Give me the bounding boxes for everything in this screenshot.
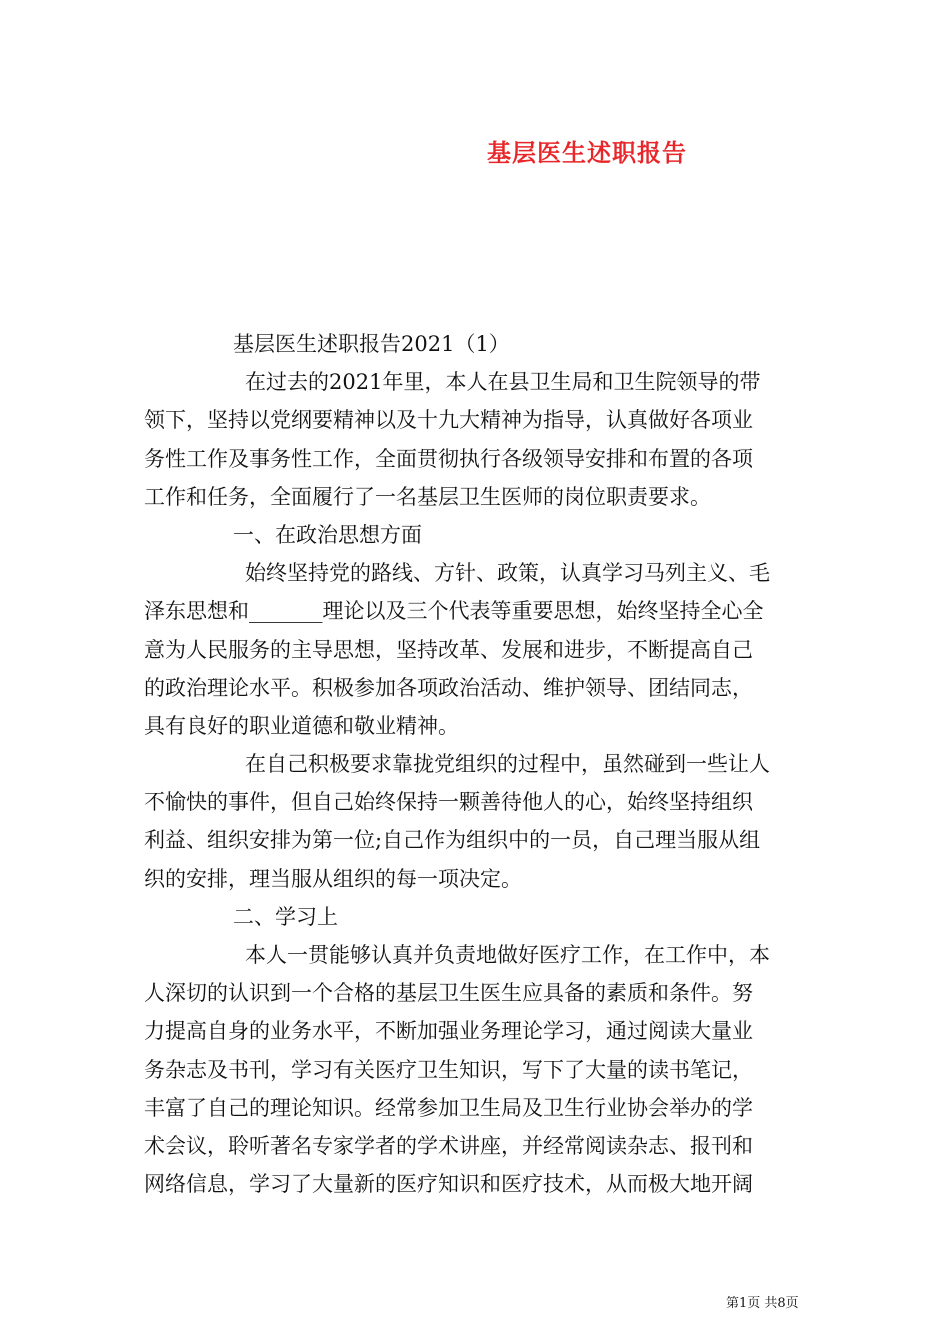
page-title: 基层医生述职报告 [487, 138, 687, 167]
text-line: 本人一贯能够认真并负责地做好医疗工作，在工作中，本 [245, 943, 770, 967]
text-line: 务性工作及事务性工作，全面贯彻执行各级领导安排和布置的各项 [144, 446, 753, 471]
text-line: 二、学习上 [233, 904, 338, 929]
text-line: 的政治理论水平。积极参加各项政治活动、维护领导、团结同志， [144, 675, 753, 700]
page-footer: 第1页 共8页 [726, 1296, 799, 1311]
text-line: 人深切的认识到一个合格的基层卫生医生应具备的素质和条件。努 [144, 981, 753, 1006]
text-line: 网络信息，学习了大量新的医疗知识和医疗技术，从而极大地开阔 [144, 1172, 753, 1197]
text-line: 始终坚持党的路线、方针、政策，认真学习马列主义、毛 [245, 561, 770, 586]
text-line: 具有良好的职业道德和敬业精神。 [144, 713, 459, 738]
document-body [144, 325, 814, 1203]
text-line: 意为人民服务的主导思想，坚持改革、发展和进步，不断提高自己 [144, 637, 753, 662]
text-line: 工作和任务，全面履行了一名基层卫生医师的岗位职责要求。 [144, 484, 711, 509]
text-line: 织的安排，理当服从组织的每一项决定。 [144, 866, 522, 891]
text-line: 领下，坚持以党纲要精神以及十九大精神为指导，认真做好各项业 [144, 408, 753, 433]
text-line: 务杂志及书刊，学习有关医疗卫生知识，写下了大量的读书笔记， [144, 1057, 753, 1082]
text-line: 丰富了自己的理论知识。经常参加卫生局及卫生行业协会举办的学 [144, 1095, 753, 1120]
text-line: 术会议，聆听著名专家学者的学术讲座，并经常阅读杂志、报刊和 [144, 1133, 753, 1158]
text-line: 利益、组织安排为第一位;自己作为组织中的一员，自己理当服从组 [144, 828, 761, 853]
text-line: 在自己积极要求靠拢党组织的过程中，虽然碰到一些让人 [245, 752, 770, 777]
text-line: 力提高自身的业务水平，不断加强业务理论学习，通过阅读大量业 [144, 1019, 753, 1044]
text-line: 泽东思想和_______理论以及三个代表等重要思想，始终坚持全心全 [144, 599, 764, 624]
text-line: 一、在政治思想方面 [233, 522, 422, 547]
text-line: 不愉快的事件，但自己始终保持一颗善待他人的心，始终坚持组织 [144, 790, 753, 815]
text-line: 基层医生述职报告2021（1） [233, 332, 510, 356]
text-line: 在过去的2021年里，本人在县卫生局和卫生院领导的带 [245, 370, 761, 395]
